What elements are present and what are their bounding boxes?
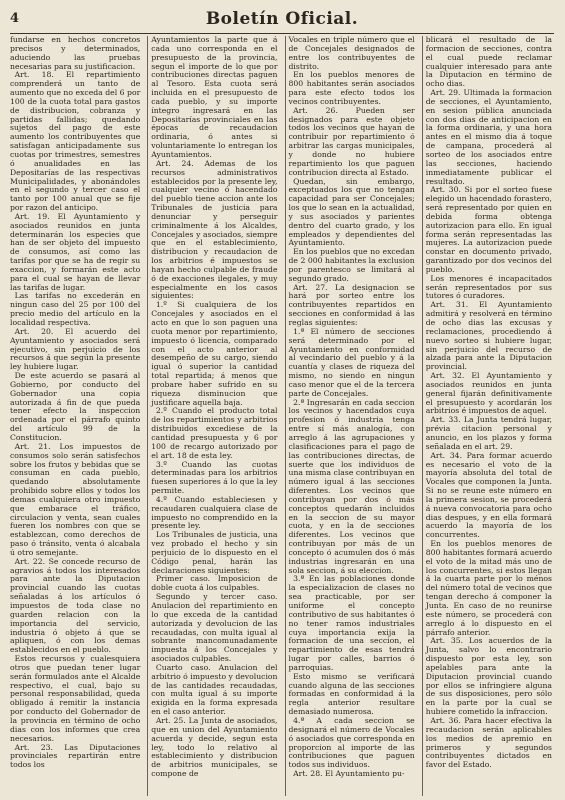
text-column-1 [10,36,142,796]
article-paragraph: Art. 31. El Ayuntamiento admitirá y resolverá en término de ocho dias las excusas y reclamaciones, procediendo á nuevo sorteo si hubiere lugar, sin perjuicio del recurso de alzada para ante la Diputacion provincial. [425,300,552,372]
article-paragraph: 3.ª En las poblaciones donde la especializacion de clases no sea practicable, por ser uniforme el concepto contributivo de sus habitantes ó no tener ramos industriales cuya importancia exija la formacion de una seccion, el repartimiento de esas tendrá lugar por calles, barrios ó parroquias. [288,574,415,672]
article-paragraph: Art. 18. El repartimiento comprenderá un tanto de aumento que no exceda del 6 por 100 de la cuota total para gastos de distribucion, cobranza y partidas fallidas; quedando sujetos del pago de este aumento los contribuyentes que satisfagan anticipadamente sus cuotas por trimestres, semestres ó anualidades en las Depositarías de las respectivas Municipalidades, y abonándoles en el segundo y tercer caso el tanto por 100 anual que se fije por razon del anticipo. [10,70,141,213]
article-paragraph: Art. 27. La designacion se hará por sorteo entre los contribuyentes repartidos en secciones en conformidad á las reglas siguientes: [288,282,415,327]
article-paragraph: Estos recursos y cualesquiera otros que puedan tener lugar serán formulados ante el Alcalde respectivo, el cual, bajo su personal responsabilidad, queda obligado á remitir la instancia por conducto del Gobernador de la provincia en término de ocho dias con los informes que crea necesarios. [10,654,141,743]
article-paragraph: Art. 25. La Junta de asociados, que en union del Ayuntamiento acuerda y decide, segun esta ley, todo lo relativo al establecimiento y distribucion de arbitrios municipales, se compone de [151,715,278,779]
text-columns [10,36,554,796]
article-paragraph: Art. 24. Ademas de los recursos administrativos establecidos por la presente ley, cualquier vecino ó hacendado del pueblo tiene accion ante los Tribunales de justicia para denunciar y perseguir criminalmente á los Alcaldes, Concejales y asociados, siempre que en el establecimiento, distribucion y recaudacion de los arbitrios é impuestos se hayan hecho culpable de fraude ó de exacciones ilegales, y muy especialmente en los casos siguientes: [151,158,278,301]
article-paragraph: Las tarifas no excederán en ningun caso del 25 por 100 del precio medio del artículo en la localidad respectiva. [10,291,141,327]
article-paragraph: Los Tribunales de justicia, una vez probado el hecho y sin perjuicio de lo dispuesto en el Código penal, harán las declaraciones siguientes: [151,530,278,575]
article-paragraph: Esto mismo se verificará cuando alguna de las secciones formadas en conformidad á la regla anterior resultare demasiado numerosa. [288,671,415,717]
article-paragraph: 1.ª El número de secciones será determinado por el Ayuntamiento en conformidad al vecindario del pueblo y á la cuantía y clases de riqueza del mismo, no siendo en ningun caso menor que el de la tercera parte de Concejales. [288,326,415,398]
article-paragraph: Vocales en triple número que el de Concejales designados de entre los contribuyentes de distrito. [288,36,415,71]
article-paragraph: En los pueblos menores de 800 habitantes formará acuerdo el voto de la mitad más uno de los concurrentes, si estos llegan á la cuarta parte por lo ménos del número total de vecinos que tengan derecho á componer la Junta. En caso de no reunirse este número, se procederá con arreglo á lo dispuesto en el párrafo anterior. [425,539,552,637]
article-paragraph: 4.ª A cada seccion se designará el número de Vocales ó asociados que corresponda en proporcion al importe de las contribuciones que paguen todos sus individuos. [288,715,415,770]
article-paragraph: En los pueblos que no excedan de 2 000 habitantes la exclusion por parentesco se limitará al segundo grado. [288,247,415,283]
article-paragraph: Art. 28. El Ayuntamiento pu- [293,769,405,779]
text-column-2 [147,36,279,796]
article-paragraph: Art. 29. Ultimada la formacion de secciones, el Ayuntamiento, en sesion pública anunciada con dos dias de anticipacion en la forma ordinaria, y una hora antes en el mismo dia á toque de campana, procederá al sorteo de los asociados entre las secciones, haciendo inmediatamente publicar el resultado. [425,88,552,186]
article-paragraph: Art. 35. Los acuerdos de la Junta, salvo lo encontrario dispuesto por esta ley, son apelables para ante la Diputacion provincial cuando por ellos se infringiere alguna de sus disposiciones, pero sólo en la parte por la cual se hubiere cometido la infraccion. [425,636,552,717]
article-paragraph: Los menores é incapacitados serán representados por sus tutores ó curadores. [425,273,552,301]
article-paragraph: Quedan, sin embargo, exceptuados los que no tengan capacidad para ser Concejales; los que lo sean en la actualidad, y sus asociados y parientes dentro del cuarto grado, y los empleados y dependientes del Ayuntamiento. [288,176,415,248]
article-paragraph: 1.º Si cualquiera de los Concejales y asociados en el acto en que lo son paguen una cuota menor por repartimiento, impuesto ó licencia, comparado con el acto anterior al desempeño de su cargo, siendo igual ó superior la cantidad total repartida; á menos que probare haber sufrido en su riqueza disminucion que justificare aquella baja. [151,300,278,407]
article-paragraph: Art. 21. Los impuestos de consumos solo serán satisfechos sobre los frutos y bebidas que se consuman en cada pueblo, quedando absolutamente prohibido sobre ellos y todos los demas cualquiera otro impuesto que embarace el tráfico, circulacion y venta, sean cuales fueren los nombres con que se establezcan, como derechos de paso ó tránsito, venta ó alcabala ú otro semejante. [10,441,141,557]
article-paragraph: Art. 20. El acuerdo del Ayuntamiento y asociados será ejecutivo, sin perjuicio de los recursos á que según la presente ley hubiere lugar. [10,326,141,372]
article-paragraph: fundarse en hechos concretos precisos y determinados, aduciendo las pruebas necesarias para su justificacion. [10,36,141,71]
article-paragraph: Cuarto caso. Anulacion del arbitrio ó impuesto y devolucion de las cantidades recaudadas, con multa igual á su importe exigida en la forma expresada en el caso anterior. [151,662,278,717]
text-column-3 [285,36,417,796]
article-paragraph: Art. 19. El Ayuntamiento y asociados reunidos en junta determinarán los especies que han de ser objeto del impuesto de consumos, así como las tarifas por que se ha de regir su exaccion, y formarán este acto para el cual se hayan de llevar las tarifas de lugar. [10,211,141,292]
article-paragraph: Art. 23. Las Diputaciones provinciales repartirán entre todos los [10,742,141,770]
text-column-4 [422,36,554,796]
article-paragraph: Segundo y tercer caso. Anulacion del repartimiento en lo que exceda de la cantidad autorizada y devolucion de las recaudadas, con multa igual al sobrante mancomunadamente impuesta á los Concejales y asociados culpables. [151,592,278,664]
article-paragraph: 2.º Cuando el producto total de los repartimientos y arbitrios distribuidos excediese de la cantidad presupuesta y 6 por 100 de recargo autorizado por el art. 18 de esta ley. [151,406,278,460]
article-paragraph: Art. 30. Si por el sorteo fuese elegido un hacendado forastero, será representado por quien en debida forma obtenga autorizacion para ello. En igual forma serán representadas las mujeres. La autorizacion puede constar en documento privado, garantizado por dos vecinos del pueblo. [425,185,552,274]
article-paragraph: Primer caso. Imposicion de doble cuota á los culpables. [151,574,278,593]
article-paragraph: Ayuntamientos la parte que á cada uno corresponda en el presupuesto de la provincia, segun el importe de lo que por contribuciones directas paguen al Tesoro. Esta cuota será incluida en el presupuesto de cada pueblo, y su importe íntegro ingresará en las Depositarías provinciales en las épocas de recaudacion ordinaria, ó antes si voluntariamente lo entregan los Ayuntamientos. [151,36,278,159]
page-header [10,6,554,34]
article-paragraph: 3.º Cuando las cuotas determinadas para los arbitrios fuesen superiores á lo que la ley permite. [151,459,278,496]
article-paragraph: Art. 34. Para formar acuerdo es necesario el voto de la mayoría absoluta del total de Vocales que componen la Junta. Si no se reune este número en la primera sesion, se procederá á nueva convocatoria para ocho dias despues, y en ella formará acuerdo la mayoría de los concurrentes. [425,450,552,540]
article-paragraph: Art. 33. La Junta tendrá lugar, prévia citacion personal y anuncio, en los plazos y forma señalada en el art. 29. [425,415,552,451]
article-paragraph: De este acuerdo se pasará al Gobierno, por conducto del Gobernador una copia autorizada á fin de que pueda tener efecto la inspeccion ordenada por el párrafo quinto del artículo 99 de la Constitucion. [10,371,141,442]
page-number: 4 [10,11,20,26]
article-paragraph: Art. 26. Pueden ser designados para este objeto todos los vecinos que hayan de contribuir por repartimiento ó arbitrar las cargas municipales, y donde no hubiere repartimiento los que paguen contribucion directa al Estado. [288,105,415,177]
article-paragraph: 4.º Cuando estableciesen y recaudaren cualquiera clase de impuesto no comprendido en la presente ley. [151,494,278,531]
article-paragraph: 2.ª Ingresarán en cada seccion los vecinos y hacendados cuya profesion ó industria tenga entre sí más analogía, con arreglo á las agrupaciones y clasificaciones para el pago de las contribuciones directas, de suerte que los individuos de una misma clase contribuyan en número igual á las secciones diferentes. Los vecinos que contribuyan por dos ó más conceptos quedarán incluidos en la seccion de su mayor cuota, y en la de secciones diferentes. Los vecinos que contribuyan por más de un concepto ó acumulen dos ó más industrias ingresarán en una sola seccion, á su eleccion. [288,397,415,575]
article-paragraph: Art. 22. Se concede recurso de agravios á todos los interesados para ante la Diputacion provincial cuando las cuotas señaladas á los artículos ó impuestos de toda clase no guarden relacion con la importancia del servicio, industria ó objeto á que se apliquen, ó con los demas establecidos en el pueblo. [10,556,141,655]
article-paragraph: blicará el resultado de la formacion de secciones, contra el cual puede reclamar cualquier interesado para ante la Diputacion en término de ocho dias. [425,36,552,89]
article-paragraph: Art. 36. Para hacer efectiva la recaudacion serán aplicables los medios de apremio en primeros y segundos contribuyentes dictados en favor del Estado. [425,715,552,770]
article-paragraph: Art. 32. El Ayuntamiento y asociados reunidos en junta general fijarán definitivamente el presupuesto y acordarán los arbitrios é impuestos de aquel. [425,371,552,416]
article-paragraph: En los pueblos menores de 800 habitantes serán asociados para este efecto todos los vecinos contribuyentes. [288,70,415,106]
page-title: Boletín Oficial. [205,9,359,29]
